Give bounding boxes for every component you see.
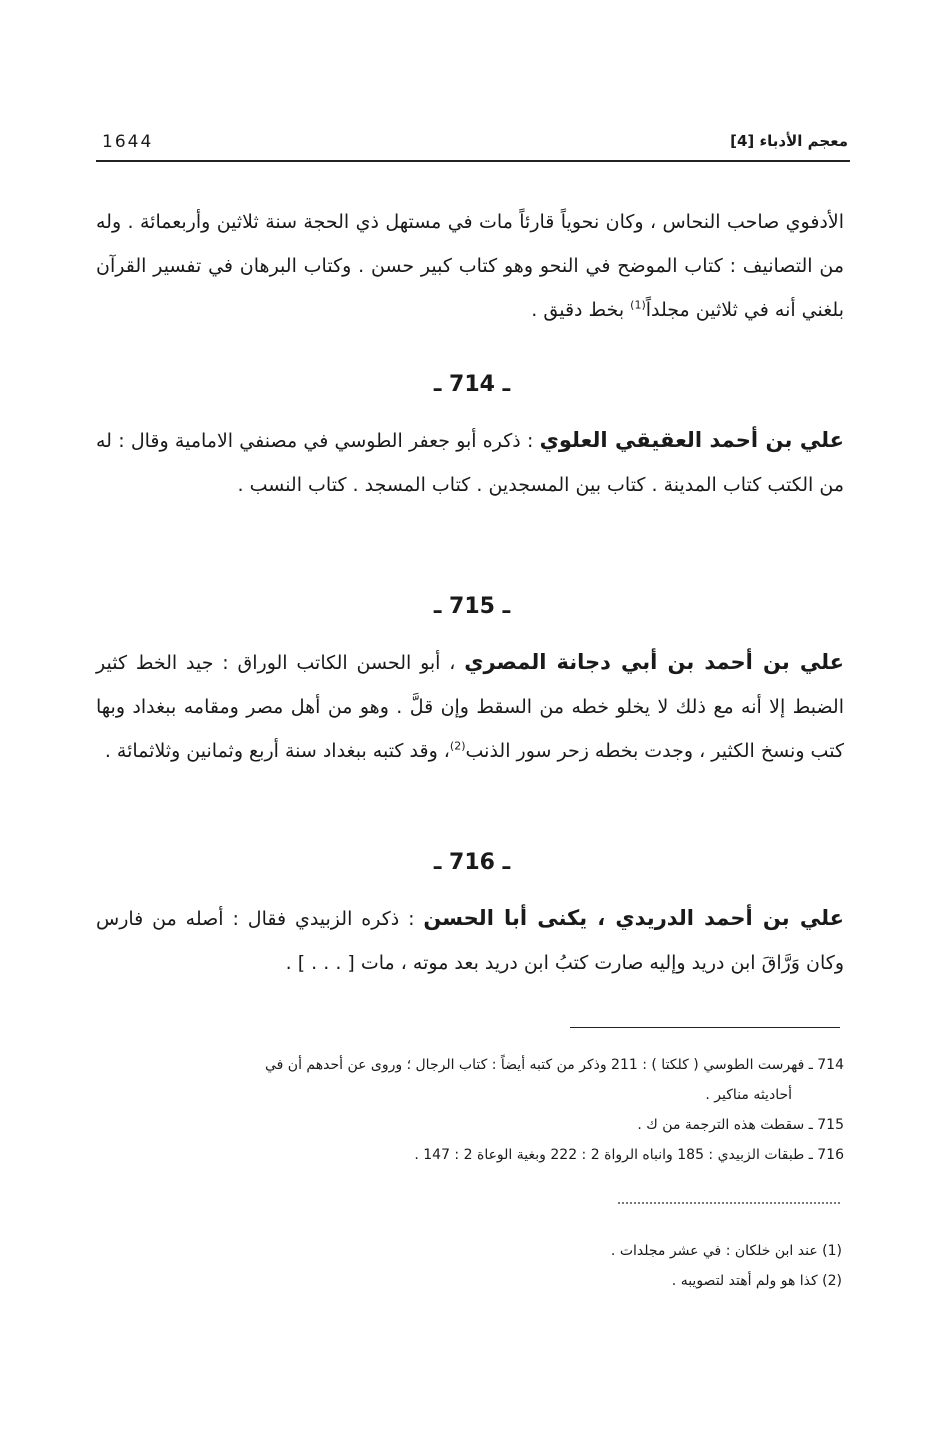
entry-716-paragraph <box>96 896 844 985</box>
note-marker-1: (1) <box>630 298 646 312</box>
entry-716-name: علي بن أحمد الدريدي ، يكنى أبا الحسن <box>423 906 844 930</box>
header-rule <box>96 160 850 162</box>
entry-number-715: ـ 715 ـ <box>433 594 511 619</box>
dotted-separator <box>618 1202 840 1204</box>
note-marker-2: (2) <box>449 739 466 753</box>
entry-714-text: : ذكره أبو جعفر الطوسي في مصنفي الامامية وقال : له من الكتب كتاب المدينة . كتاب بين المسجدين . كتاب المسجد . كتاب النسب . <box>96 430 844 496</box>
editor-notes <box>96 1236 842 1296</box>
intro-text-end: بخط دقيق . <box>531 299 631 321</box>
intro-text: الأدفوي صاحب النحاس ، وكان نحوياً قارئاً مات في مستهل ذي الحجة سنة ثلاثين وأربعمائة . وله من التصانيف : كتاب الموضح في النحو وهو كتاب كبير حسن . وكتاب البرهان في تفسير القرآن بلغني أنه في ثلاثين مجلداً <box>96 211 844 321</box>
footnote-714: 714 ـ فهرست الطوسي ( كلكتا ) : 211 وذكر من كتبه أيضاً : كتاب الرجال ؛ وروى عن أحدهم أن في <box>264 1057 844 1073</box>
note-2: (2) كذا هو ولم أهتد لتصويبه . <box>671 1273 842 1289</box>
note-1: (1) عند ابن خلكان : في عشر مجلدات . <box>610 1243 842 1259</box>
entry-715-text: ، أبو الحسن الكاتب الوراق : جيد الخط كثير الضبط إلا أنه مع ذلك لا يخلو خطه من السقط وإن قلَّ . وهو من أهل مصر ومقامه ببغداد وبها كتب ونسخ الكثير ، وجدت بخطه زحر سور الذنب <box>96 652 844 762</box>
footnote-715: 715 ـ سقطت هذه الترجمة من ك . <box>637 1117 844 1133</box>
running-title: معجم الأدباء [4] <box>730 132 848 150</box>
footnote-714-continued: أحاديثه مناكير . <box>705 1087 792 1103</box>
entry-714-paragraph <box>96 418 844 507</box>
entry-number-716: ـ 716 ـ <box>433 850 511 875</box>
entry-715-name: علي بن أحمد بن أبي دجانة المصري <box>464 650 844 674</box>
footnote-716: 716 ـ طبقات الزبيدي : 185 وانباه الرواة 2 : 222 وبغية الوعاة 2 : 147 . <box>414 1147 844 1163</box>
page-header <box>96 132 850 156</box>
page-number: 1644 <box>102 132 154 152</box>
entry-715-text-end: ، وقد كتبه ببغداد سنة أربع وثمانين وثلاثمائة . <box>104 740 450 762</box>
entry-number-714: ـ 714 ـ <box>433 372 511 397</box>
entry-716-text: : ذكره الزبيدي فقال : أصله من فارس وكان وَرَّاقَ ابن دريد وإليه صارت كتبُ ابن دريد بعد موته ، مات [ . . . ] . <box>96 908 844 974</box>
entry-715-paragraph <box>96 640 844 773</box>
entry-714-name: علي بن أحمد العقيقي العلوي <box>539 428 844 452</box>
intro-paragraph <box>96 200 844 332</box>
footnotes <box>96 1050 844 1170</box>
footnote-rule <box>570 1027 840 1028</box>
